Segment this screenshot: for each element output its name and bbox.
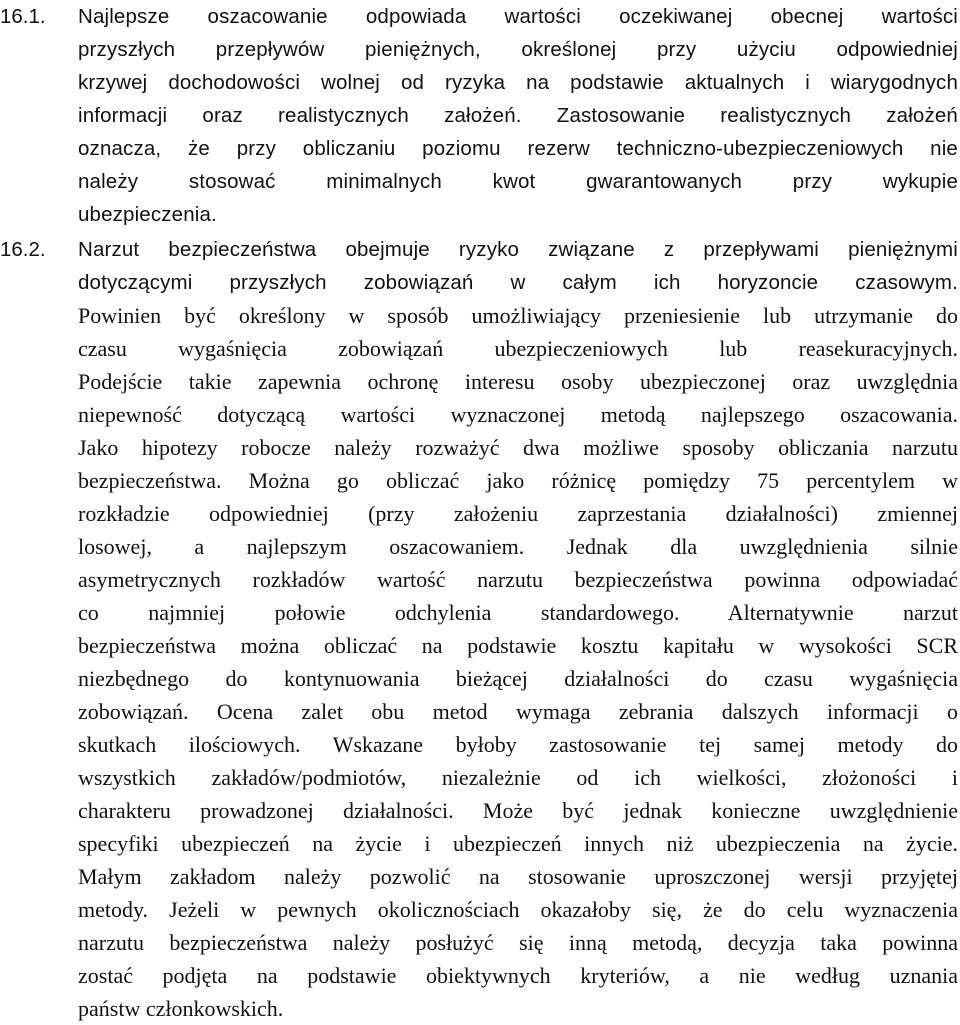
text-line: specyfiki ubezpieczeń na życie i ubezpieczeń innych niż ubezpieczenia na życie. [78,831,958,856]
paragraph-body [78,233,958,1025]
text-line: niezbędnego do kontynuowania bieżącej działalności do czasu wygaśnięcia [78,666,958,691]
text-line: bezpieczeństwa. Można go obliczać jako różnicę pomiędzy 75 percentylem w [78,468,958,493]
text-line: zostać podjęta na podstawie obiektywnych kryteriów, a nie według uznania [78,963,958,988]
text-line: niepewność dotyczącą wartości wyznaczonej metodą najlepszego oszacowania. [78,402,958,427]
paragraph-main [78,299,958,1025]
text-line: asymetrycznych rozkładów wartość narzutu bezpieczeństwa powinna odpowiadać [78,567,958,592]
text-line: oznacza, że przy obliczaniu poziomu rezerw techniczno-ubezpieczeniowych nie [78,137,958,160]
text-line: co najmniej połowie odchylenia standardowego. Alternatywnie narzut [78,600,958,625]
text-line: wszystkich zakładów/podmiotów, niezależnie od ich wielkości, złożoności i [78,765,958,790]
paragraph-intro [78,233,958,299]
text-line: Małym zakładom należy pozwolić na stosowanie uproszczonej wersji przyjętej [78,864,958,889]
text-line: Powinien być określony w sposób umożliwiający przeniesienie lub utrzymanie do [78,303,958,328]
text-line: czasu wygaśnięcia zobowiązań ubezpieczeniowych lub reasekuracyjnych. [78,336,958,361]
paragraph-number: 16.2. [0,238,46,261]
text-line: metody. Jeżeli w pewnych okolicznościach okazałoby się, że do celu wyznaczenia [78,897,958,922]
text-line: Podejście takie zapewnia ochronę interesu osoby ubezpieczonej oraz uwzględnia [78,369,958,394]
text-line: ubezpieczenia. [78,203,217,226]
paragraph-body [78,0,958,231]
text-line: Narzut bezpieczeństwa obejmuje ryzyko związane z przepływami pieniężnymi [78,238,958,261]
text-line: krzywej dochodowości wolnej od ryzyka na podstawie aktualnych i wiarygodnych [78,71,958,94]
text-line: Najlepsze oszacowanie odpowiada wartości oczekiwanej obecnej wartości [78,5,958,28]
text-line: przyszłych przepływów pieniężnych, określonej przy użyciu odpowiedniej [78,38,958,61]
text-line: losowej, a najlepszym oszacowaniem. Jednak dla uwzględnienia silnie [78,534,958,559]
text-line: informacji oraz realistycznych założeń. Zastosowanie realistycznych założeń [78,104,958,127]
text-line: państw członkowskich. [78,996,284,1021]
text-line: Jako hipotezy robocze należy rozważyć dwa możliwe sposoby obliczania narzutu [78,435,958,460]
text-line: zobowiązań. Ocena zalet obu metod wymaga zebrania dalszych informacji o [78,699,958,724]
text-line: charakteru prowadzonej działalności. Może być jednak konieczne uwzględnienie [78,798,958,823]
text-line: należy stosować minimalnych kwot gwarantowanych przy wykupie [78,170,958,193]
text-line: narzutu bezpieczeństwa należy posłużyć się inną metodą, decyzja taka powinna [78,930,958,955]
text-line: bezpieczeństwa można obliczać na podstawie kosztu kapitału w wysokości SCR [78,633,958,658]
text-line: rozkładzie odpowiedniej (przy założeniu zaprzestania działalności) zmiennej [78,501,958,526]
text-line: dotyczącymi przyszłych zobowiązań w całym ich horyzoncie czasowym. [78,271,958,294]
paragraph-number: 16.1. [0,5,46,28]
text-line: skutkach ilościowych. Wskazane byłoby zastosowanie tej samej metody do [78,732,958,757]
